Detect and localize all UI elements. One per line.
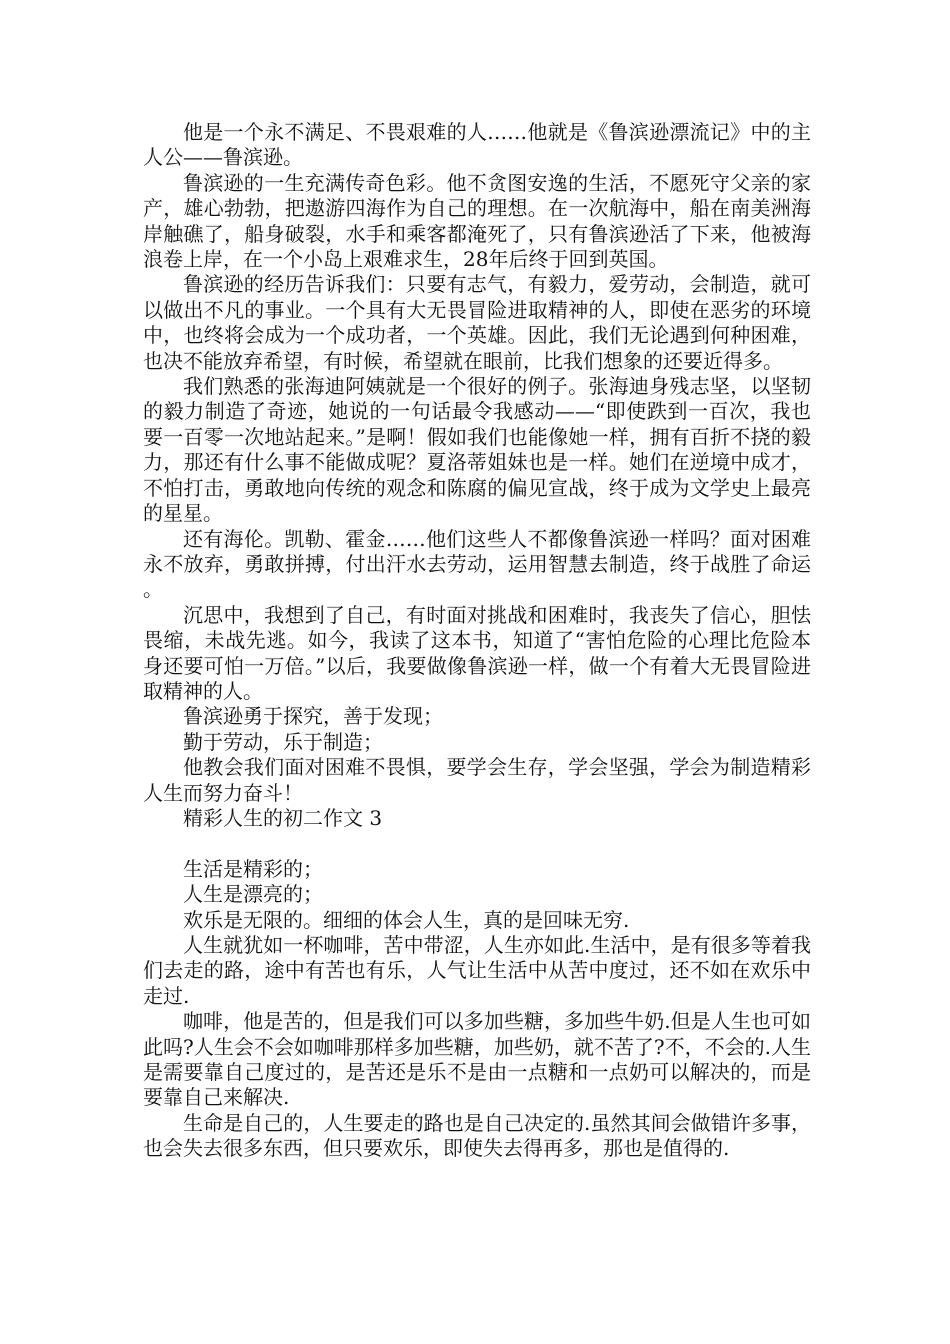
paragraph-coffee-sugar: 咖啡，他是苦的，但是我们可以多加些糖，多加些牛奶.但是人生也可如此吗?人生会不会如咖啡那样多加些糖，加些奶，就不苦了?不，不会的.人生是需要靠自己度过的，是苦还是乐不是由一点糖和一点奶可以解决的，而是要靠自己来解决. bbox=[143, 1009, 811, 1110]
paragraph-robinson-life: 鲁滨逊的一生充满传奇色彩。他不贪图安逸的生活，不愿死守父亲的家产，雄心勃勃，把遨游四海作为自己的理想。在一次航海中，船在南美洲海岸触礁了，船身破裂，水手和乘客都淹死了，只有鲁滨逊活了下来，他被海浪卷上岸，在一个小岛上艰难求生，28年后终于回到英国。 bbox=[143, 170, 811, 272]
paragraph-zhang-haidi: 我们熟悉的张海迪阿姨就是一个很好的例子。张海迪身残志坚，以坚韧的毅力制造了奇迹，她说的一句话最令我感动——“即使跌到一百次，我也要一百零一次地站起来。”是啊！假如我们也能像她一样，拥有百折不挠的毅力，那还有什么事不能做成呢？夏洛蒂姐妹也是一样。她们在逆境中成才，不怕打击，勇敢地向传统的观念和陈腐的偏见宣战，终于成为文学史上最亮的星星。 bbox=[143, 374, 811, 526]
paragraph-coffee-life: 人生就犹如一杯咖啡，苦中带涩，人生亦如此.生活中，是有很多等着我们去走的路，途中有苦也有乐，人气让生活中从苦中度过，还不如在欢乐中走过. bbox=[143, 932, 811, 1008]
document-body bbox=[143, 120, 811, 1162]
essay-heading: 精彩人生的初二作文 3 bbox=[183, 805, 383, 830]
paragraph-life-beautiful: 人生是漂亮的； bbox=[183, 882, 323, 907]
paragraph-reflection: 沉思中，我想到了自己，有时面对挑战和困难时，我丧失了信心，胆怯畏缩，未战先逃。如今，我读了这本书，知道了“害怕危险的心理比危险本身还要可怕一万倍。”以后，我要做像鲁滨逊一样，做一个有着大无畏冒险进取精神的人。 bbox=[143, 602, 811, 703]
paragraph-robinson-lesson: 鲁滨逊的经历告诉我们：只要有志气，有毅力，爱劳动，会制造，就可以做出不凡的事业。一个具有大无畏冒险进取精神的人，即使在恶劣的环境中，也终将会成为一个成功者，一个英雄。因此，我们无论遇到何种困难，也决不能放弃希望，有时候，希望就在眼前，比我们想象的还要近得多。 bbox=[143, 272, 811, 373]
paragraph-life-wonderful: 生活是精彩的； bbox=[183, 856, 323, 881]
paragraph-own-life: 生命是自己的，人生要走的路也是自己决定的.虽然其间会做错许多事，也会失去很多东西，但只要欢乐，即使失去得再多，那也是值得的. bbox=[143, 1110, 811, 1161]
paragraph-robinson-intro: 他是一个永不满足、不畏艰难的人……他就是《鲁滨逊漂流记》中的主人公——鲁滨逊。 bbox=[143, 120, 811, 170]
paragraph-verse-1: 鲁滨逊勇于探究，善于发现； bbox=[183, 704, 443, 729]
paragraph-verse-2: 勤于劳动，乐于制造； bbox=[183, 729, 383, 754]
paragraph-helen-keller: 还有海伦。凯勒、霍金……他们这些人不都像鲁滨逊一样吗？面对困难永不放弃，勇敢拼搏，付出汗水去劳动，运用智慧去制造，终于战胜了命运。 bbox=[143, 526, 811, 602]
paragraph-joy-infinite: 欢乐是无限的。细细的体会人生，真的是回味无穷. bbox=[183, 907, 630, 932]
blank-line bbox=[143, 831, 811, 856]
paragraph-verse-3: 他教会我们面对困难不畏惧，要学会生存，学会坚强，学会为制造精彩人生而努力奋斗！ bbox=[143, 755, 811, 805]
